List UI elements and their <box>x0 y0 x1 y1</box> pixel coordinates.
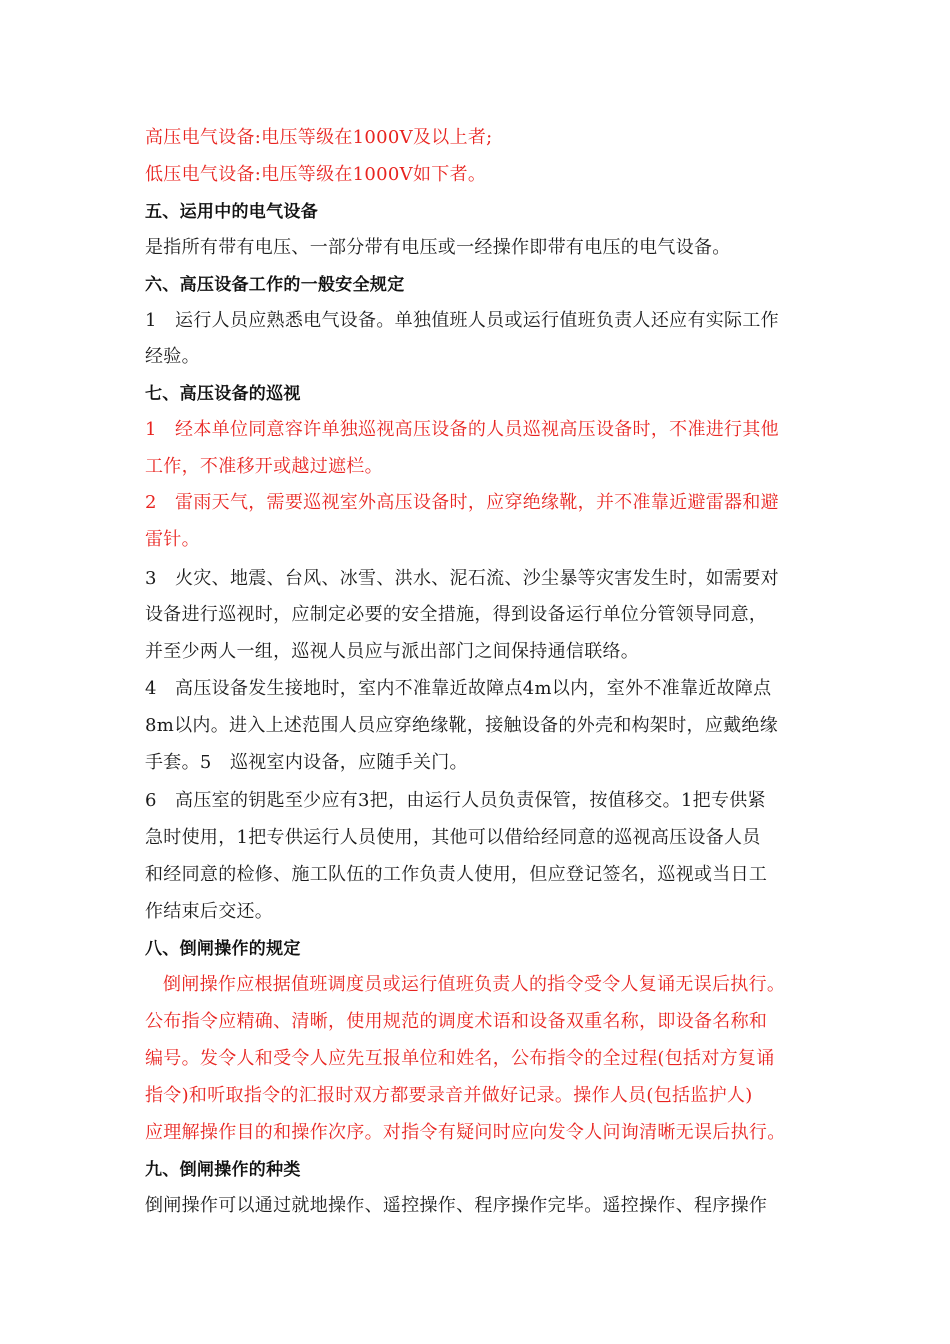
paragraph-line: 低压电气设备:电压等级在1000V如下者。 <box>145 164 487 185</box>
paragraph-line: 1 运行人员应熟悉电气设备。单独值班人员或运行值班负责人还应有实际工作 <box>145 310 779 331</box>
paragraph-line: 8m以内。进入上述范围人员应穿绝缘靴，接触设备的外壳和构架时，应戴绝缘 <box>145 715 779 736</box>
paragraph-line: 倒闸操作应根据值班调度员或运行值班负责人的指令受令人复诵无误后执行。 <box>163 974 786 995</box>
paragraph-line: 6 高压室的钥匙至少应有3把，由运行人员负责保管，按值移交。1把专供紧 <box>145 790 766 811</box>
paragraph-line: 手套。5 巡视室内设备，应随手关门。 <box>145 752 468 773</box>
paragraph-line: 2 雷雨天气，需要巡视室外高压设备时，应穿绝缘靴，并不准靠近避雷器和避 <box>145 492 779 513</box>
paragraph-line: 并至少两人一组，巡视人员应与派出部门之间保持通信联络。 <box>145 641 640 662</box>
paragraph-line: 雷针。 <box>145 529 200 550</box>
paragraph-line: 1 经本单位同意容许单独巡视高压设备的人员巡视高压设备时，不准进行其他 <box>145 419 779 440</box>
paragraph-line: 公布指令应精确、清晰，使用规范的调度术语和设备双重名称，即设备名称和 <box>145 1011 768 1032</box>
section-heading: 八、倒闸操作的规定 <box>145 939 301 959</box>
paragraph-line: 编号。发令人和受令人应先互报单位和姓名，公布指令的全过程(包括对方复诵 <box>145 1048 775 1069</box>
paragraph-line: 高压电气设备:电压等级在1000V及以上者; <box>145 127 493 148</box>
paragraph-line: 和经同意的检修、施工队伍的工作负责人使用，但应登记签名，巡视或当日工 <box>145 864 768 885</box>
paragraph-line: 急时使用，1把专供运行人员使用，其他可以借给经同意的巡视高压设备人员 <box>145 827 761 848</box>
paragraph-line: 应理解操作目的和操作次序。对指令有疑问时应向发令人问询清晰无误后执行。 <box>145 1122 786 1143</box>
paragraph-line: 是指所有带有电压、一部分带有电压或一经操作即带有电压的电气设备。 <box>145 237 731 258</box>
paragraph-line: 倒闸操作可以通过就地操作、遥控操作、程序操作完毕。遥控操作、程序操作 <box>145 1195 768 1216</box>
paragraph-line: 4 高压设备发生接地时，室内不准靠近故障点4m以内，室外不准靠近故障点 <box>145 678 772 699</box>
paragraph-line: 作结束后交还。 <box>145 901 274 922</box>
paragraph-line: 指令)和听取指令的汇报时双方都要录音并做好记录。操作人员(包括监护人) <box>145 1085 753 1106</box>
paragraph-line: 设备进行巡视时，应制定必要的安全措施，得到设备运行单位分管领导同意， <box>145 604 768 625</box>
section-heading: 七、高压设备的巡视 <box>145 384 301 404</box>
paragraph-line: 3 火灾、地震、台风、冰雪、洪水、泥石流、沙尘暴等灾害发生时，如需要对 <box>145 568 779 589</box>
paragraph-line: 经验。 <box>145 346 200 367</box>
section-heading: 六、高压设备工作的一般安全规定 <box>145 275 405 295</box>
paragraph-line: 工作，不准移开或越过遮栏。 <box>145 456 383 477</box>
section-heading: 九、倒闸操作的种类 <box>145 1160 301 1180</box>
section-heading: 五、运用中的电气设备 <box>145 202 318 222</box>
